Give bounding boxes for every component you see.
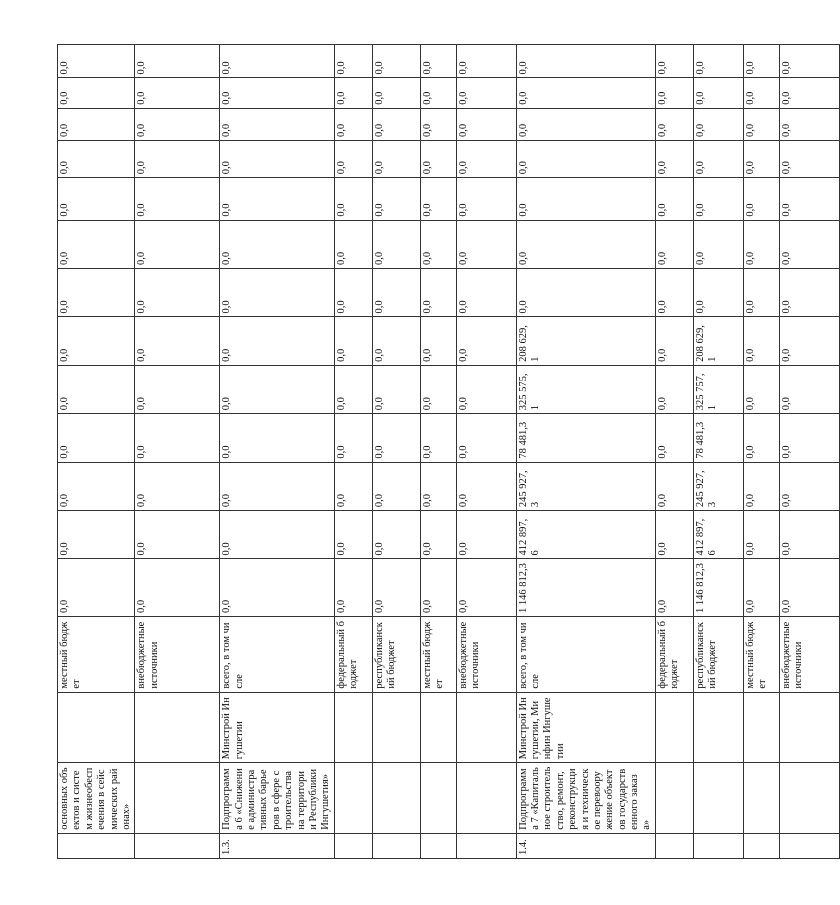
table-row xyxy=(220,45,334,859)
responsible-cell xyxy=(743,692,779,763)
value-cell: 0,0 xyxy=(779,108,839,140)
budget-table xyxy=(57,44,840,859)
row-number-cell xyxy=(372,833,420,858)
value-cell: 0,0 xyxy=(372,140,420,177)
responsible-cell: Минстрой Ингушетии xyxy=(220,692,334,763)
row-number-cell xyxy=(135,833,220,858)
responsible-cell xyxy=(334,692,372,763)
value-cell: 0,0 xyxy=(420,559,456,616)
value-cell: 0,0 xyxy=(135,140,220,177)
funding-source-cell: всего, в том числе xyxy=(516,616,655,692)
row-number-cell xyxy=(743,833,779,858)
value-cell: 0,0 xyxy=(743,78,779,108)
value-cell: 412 897,6 xyxy=(516,511,655,559)
value-cell: 0,0 xyxy=(220,178,334,220)
value-cell: 0,0 xyxy=(779,559,839,616)
value-cell: 0,0 xyxy=(456,178,516,220)
responsible-cell xyxy=(58,692,135,763)
value-cell: 0,0 xyxy=(655,269,693,317)
value-cell: 0,0 xyxy=(372,317,420,365)
value-cell: 0,0 xyxy=(372,178,420,220)
value-cell: 0,0 xyxy=(334,178,372,220)
value-cell: 0,0 xyxy=(220,414,334,462)
responsible-cell: Минстрой Ингушетии, Минфин Ингушетии xyxy=(516,692,655,763)
responsible-cell xyxy=(456,692,516,763)
table-row xyxy=(334,45,372,859)
value-cell: 0,0 xyxy=(334,108,372,140)
value-cell: 0,0 xyxy=(58,559,135,616)
value-cell: 0,0 xyxy=(516,45,655,78)
row-number-cell: 1.4. xyxy=(516,833,655,858)
value-cell: 0,0 xyxy=(135,414,220,462)
value-cell: 0,0 xyxy=(693,108,743,140)
value-cell: 0,0 xyxy=(220,317,334,365)
value-cell: 0,0 xyxy=(135,559,220,616)
value-cell: 0,0 xyxy=(372,78,420,108)
value-cell: 0,0 xyxy=(334,365,372,413)
value-cell: 0,0 xyxy=(779,414,839,462)
value-cell: 0,0 xyxy=(58,178,135,220)
value-cell: 0,0 xyxy=(456,108,516,140)
value-cell: 0,0 xyxy=(372,45,420,78)
value-cell: 0,0 xyxy=(420,178,456,220)
value-cell: 0,0 xyxy=(58,414,135,462)
value-cell: 0,0 xyxy=(693,220,743,268)
row-number-cell xyxy=(693,833,743,858)
value-cell: 0,0 xyxy=(420,140,456,177)
value-cell: 0,0 xyxy=(456,317,516,365)
value-cell: 0,0 xyxy=(743,462,779,510)
value-cell: 0,0 xyxy=(779,178,839,220)
value-cell: 0,0 xyxy=(693,178,743,220)
value-cell: 0,0 xyxy=(743,317,779,365)
value-cell: 0,0 xyxy=(743,108,779,140)
value-cell: 0,0 xyxy=(135,78,220,108)
value-cell: 0,0 xyxy=(135,269,220,317)
value-cell: 0,0 xyxy=(655,178,693,220)
value-cell: 0,0 xyxy=(779,317,839,365)
funding-source-cell: республиканский бюджет xyxy=(372,616,420,692)
value-cell: 0,0 xyxy=(655,108,693,140)
row-number-cell xyxy=(58,833,135,858)
value-cell: 0,0 xyxy=(743,45,779,78)
value-cell: 0,0 xyxy=(779,269,839,317)
value-cell: 0,0 xyxy=(420,45,456,78)
value-cell: 0,0 xyxy=(135,178,220,220)
value-cell: 0,0 xyxy=(743,414,779,462)
value-cell: 0,0 xyxy=(58,220,135,268)
table-row xyxy=(456,45,516,859)
program-name-cell xyxy=(135,763,220,834)
value-cell: 0,0 xyxy=(135,511,220,559)
value-cell: 0,0 xyxy=(372,414,420,462)
value-cell: 0,0 xyxy=(58,78,135,108)
value-cell: 0,0 xyxy=(456,559,516,616)
program-name-cell: основных объектов и систем жизнеобеспечения в сейсмических районах» xyxy=(58,763,135,834)
program-name-cell: Подпрограмма 7 «Капитальное строительство, ремонт, реконструкция и техническое перевооружение объектов государственного заказа» xyxy=(516,763,655,834)
table-row xyxy=(372,45,420,859)
value-cell: 0,0 xyxy=(516,140,655,177)
value-cell: 0,0 xyxy=(372,269,420,317)
program-name-cell xyxy=(779,763,839,834)
value-cell: 0,0 xyxy=(58,269,135,317)
value-cell: 0,0 xyxy=(779,78,839,108)
value-cell: 0,0 xyxy=(58,108,135,140)
value-cell: 0,0 xyxy=(334,462,372,510)
program-name-cell xyxy=(420,763,456,834)
value-cell: 0,0 xyxy=(456,365,516,413)
value-cell: 0,0 xyxy=(420,365,456,413)
value-cell: 412 897,6 xyxy=(693,511,743,559)
row-number-cell xyxy=(334,833,372,858)
value-cell: 0,0 xyxy=(743,269,779,317)
value-cell: 0,0 xyxy=(743,559,779,616)
value-cell: 0,0 xyxy=(655,414,693,462)
value-cell: 0,0 xyxy=(372,365,420,413)
row-number-cell xyxy=(655,833,693,858)
value-cell: 78 481,3 xyxy=(693,414,743,462)
value-cell: 0,0 xyxy=(456,269,516,317)
responsible-cell xyxy=(693,692,743,763)
value-cell: 0,0 xyxy=(135,220,220,268)
table-row xyxy=(693,45,743,859)
value-cell: 0,0 xyxy=(334,511,372,559)
value-cell: 0,0 xyxy=(135,317,220,365)
value-cell: 0,0 xyxy=(655,317,693,365)
value-cell: 0,0 xyxy=(655,78,693,108)
value-cell: 0,0 xyxy=(334,140,372,177)
table-row xyxy=(420,45,456,859)
value-cell: 0,0 xyxy=(220,220,334,268)
program-name-cell xyxy=(655,763,693,834)
program-name-cell xyxy=(456,763,516,834)
value-cell: 0,0 xyxy=(58,511,135,559)
funding-source-cell: республиканский бюджет xyxy=(693,616,743,692)
responsible-cell xyxy=(420,692,456,763)
value-cell: 0,0 xyxy=(655,45,693,78)
value-cell: 0,0 xyxy=(516,108,655,140)
value-cell: 0,0 xyxy=(456,140,516,177)
value-cell: 245 927,3 xyxy=(516,462,655,510)
value-cell: 0,0 xyxy=(456,45,516,78)
value-cell: 0,0 xyxy=(655,462,693,510)
value-cell: 0,0 xyxy=(135,365,220,413)
value-cell: 0,0 xyxy=(655,511,693,559)
value-cell: 0,0 xyxy=(135,462,220,510)
row-number-cell xyxy=(779,833,839,858)
funding-source-cell: внебюджетные источники xyxy=(779,616,839,692)
value-cell: 0,0 xyxy=(779,462,839,510)
value-cell: 0,0 xyxy=(456,414,516,462)
value-cell: 0,0 xyxy=(58,140,135,177)
value-cell: 0,0 xyxy=(456,220,516,268)
value-cell: 0,0 xyxy=(655,220,693,268)
value-cell: 0,0 xyxy=(334,269,372,317)
value-cell: 0,0 xyxy=(743,178,779,220)
funding-source-cell: местный бюджет xyxy=(743,616,779,692)
row-number-cell: 1.3. xyxy=(220,833,334,858)
value-cell: 0,0 xyxy=(372,220,420,268)
value-cell: 0,0 xyxy=(693,269,743,317)
funding-source-cell: федеральный бюджет xyxy=(334,616,372,692)
value-cell: 0,0 xyxy=(420,462,456,510)
value-cell: 0,0 xyxy=(693,78,743,108)
value-cell: 0,0 xyxy=(220,45,334,78)
value-cell: 0,0 xyxy=(372,462,420,510)
value-cell: 0,0 xyxy=(420,78,456,108)
value-cell: 0,0 xyxy=(58,45,135,78)
program-name-cell: Подпрограмма 6 «Снижение административных барьеров в сфере строительства на территории Республики Ингушетия» xyxy=(220,763,334,834)
value-cell: 325 575,1 xyxy=(516,365,655,413)
value-cell: 208 629,1 xyxy=(516,317,655,365)
value-cell: 208 629,1 xyxy=(693,317,743,365)
value-cell: 325 757,1 xyxy=(693,365,743,413)
value-cell: 0,0 xyxy=(334,559,372,616)
value-cell: 0,0 xyxy=(693,45,743,78)
funding-source-cell: местный бюджет xyxy=(420,616,456,692)
table-row xyxy=(743,45,779,859)
value-cell: 0,0 xyxy=(655,559,693,616)
table-row xyxy=(516,45,655,859)
value-cell: 0,0 xyxy=(334,45,372,78)
value-cell: 0,0 xyxy=(420,269,456,317)
value-cell: 0,0 xyxy=(220,511,334,559)
value-cell: 0,0 xyxy=(420,317,456,365)
value-cell: 0,0 xyxy=(743,365,779,413)
value-cell: 0,0 xyxy=(516,78,655,108)
program-name-cell xyxy=(372,763,420,834)
value-cell: 1 146 812,3 xyxy=(693,559,743,616)
value-cell: 0,0 xyxy=(334,414,372,462)
value-cell: 0,0 xyxy=(779,140,839,177)
program-name-cell xyxy=(743,763,779,834)
value-cell: 0,0 xyxy=(220,462,334,510)
value-cell: 0,0 xyxy=(420,511,456,559)
value-cell: 0,0 xyxy=(779,511,839,559)
value-cell: 0,0 xyxy=(220,78,334,108)
table-row xyxy=(58,45,135,859)
funding-source-cell: внебюджетные источники xyxy=(456,616,516,692)
value-cell: 0,0 xyxy=(779,220,839,268)
row-number-cell xyxy=(456,833,516,858)
responsible-cell xyxy=(779,692,839,763)
value-cell: 0,0 xyxy=(420,108,456,140)
value-cell: 245 927,3 xyxy=(693,462,743,510)
value-cell: 0,0 xyxy=(420,220,456,268)
table-row xyxy=(779,45,839,859)
funding-source-cell: всего, в том числе xyxy=(220,616,334,692)
value-cell: 0,0 xyxy=(372,108,420,140)
value-cell: 0,0 xyxy=(516,269,655,317)
table-row xyxy=(655,45,693,859)
funding-source-cell: местный бюджет xyxy=(58,616,135,692)
value-cell: 1 146 812,3 xyxy=(516,559,655,616)
value-cell: 0,0 xyxy=(58,462,135,510)
value-cell: 0,0 xyxy=(135,45,220,78)
value-cell: 0,0 xyxy=(220,108,334,140)
value-cell: 0,0 xyxy=(420,414,456,462)
value-cell: 0,0 xyxy=(58,317,135,365)
value-cell: 0,0 xyxy=(372,559,420,616)
program-name-cell xyxy=(334,763,372,834)
value-cell: 0,0 xyxy=(693,140,743,177)
funding-source-cell: федеральный бюджет xyxy=(655,616,693,692)
responsible-cell xyxy=(372,692,420,763)
value-cell: 0,0 xyxy=(135,108,220,140)
value-cell: 0,0 xyxy=(58,365,135,413)
table-row xyxy=(135,45,220,859)
responsible-cell xyxy=(655,692,693,763)
value-cell: 0,0 xyxy=(655,365,693,413)
value-cell: 0,0 xyxy=(516,178,655,220)
value-cell: 0,0 xyxy=(655,140,693,177)
value-cell: 0,0 xyxy=(743,140,779,177)
row-number-cell xyxy=(420,833,456,858)
funding-source-cell: внебюджетные источники xyxy=(135,616,220,692)
value-cell: 0,0 xyxy=(372,511,420,559)
value-cell: 0,0 xyxy=(743,220,779,268)
value-cell: 0,0 xyxy=(456,462,516,510)
value-cell: 0,0 xyxy=(456,511,516,559)
value-cell: 0,0 xyxy=(456,78,516,108)
value-cell: 0,0 xyxy=(334,220,372,268)
value-cell: 0,0 xyxy=(516,220,655,268)
program-name-cell xyxy=(693,763,743,834)
value-cell: 0,0 xyxy=(334,317,372,365)
value-cell: 0,0 xyxy=(334,78,372,108)
value-cell: 0,0 xyxy=(220,365,334,413)
value-cell: 0,0 xyxy=(779,45,839,78)
value-cell: 0,0 xyxy=(779,365,839,413)
value-cell: 0,0 xyxy=(220,140,334,177)
value-cell: 0,0 xyxy=(220,559,334,616)
value-cell: 78 481,3 xyxy=(516,414,655,462)
value-cell: 0,0 xyxy=(220,269,334,317)
responsible-cell xyxy=(135,692,220,763)
value-cell: 0,0 xyxy=(743,511,779,559)
table-body xyxy=(58,45,840,859)
